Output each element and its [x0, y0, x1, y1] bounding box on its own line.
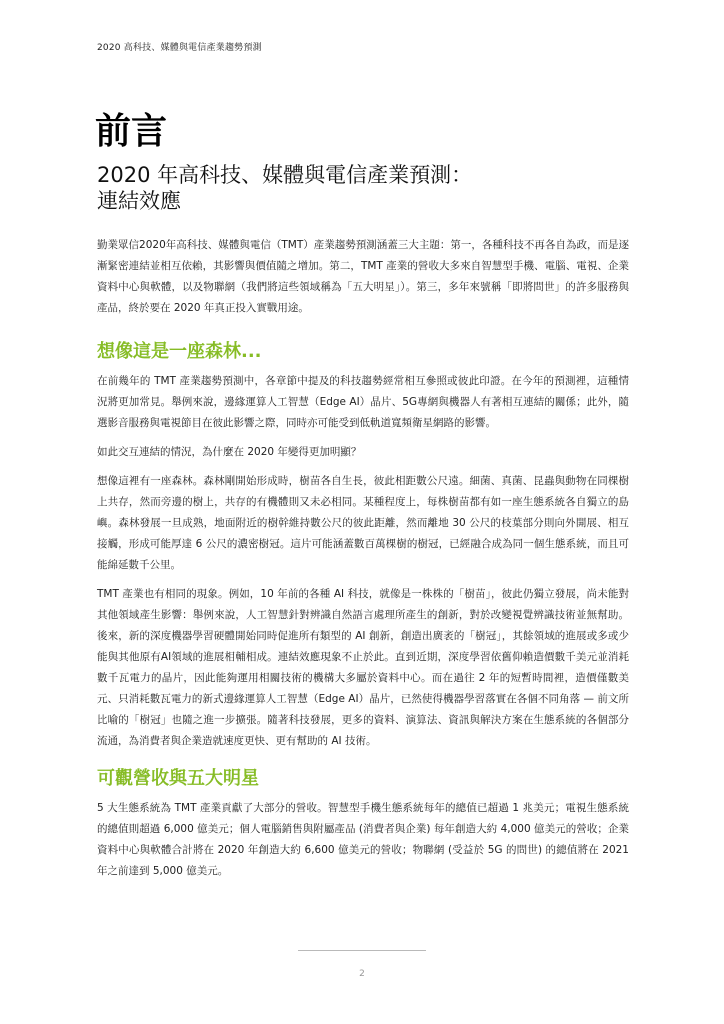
- section1-paragraph-2: 如此交互連結的情況，為什麼在 2020 年變得更加明顯？: [97, 446, 362, 458]
- page-title: 前言: [95, 111, 168, 152]
- subtitle-line-1: 2020 年高科技、媒體與電信產業預測：: [97, 163, 473, 187]
- section1-paragraph-3: 想像這裡有一座森林。森林剛開始形成時，樹苗各自生長，彼此相距數公尺遠。細菌、真菌、昆蟲與動物在同棵樹上共存，然而旁邊的樹上，共存的有機體則又未必相同。某種程度上，每株樹苗都有如一座生態系統各自獨立的島嶼。森林發展一旦成熟，地面附近的樹幹維持數公尺的彼此距離，然而離地 30 公尺的枝葉部分則向外開展、相互接觸，形成可能厚達 6 公尺的濃密樹冠。這片可能涵蓋數百萬棵樹的樹冠，已經融合成為同一個生態系統，而且可能綿延數千公里。: [97, 475, 629, 571]
- running-header: 2020 高科技、媒體與電信產業趨勢預測: [97, 43, 262, 53]
- section-heading-forest: 想像這是一座森林...: [97, 341, 262, 362]
- section1-paragraph-4: TMT 產業也有相同的現象。例如，10 年前的各種 AI 科技，就像是一株株的「樹苗」，彼此仍獨立發展，尚未能對其他領域產生影響：舉例來說，人工智慧針對辨識自然語言處理所產生的創新，對於改變視覺辨識技術並無幫助。後來，新的深度機器學習硬體開始同時促進所有類型的 AI 創新，創造出廣袤的「樹冠」，其餘領域的進展或多或少能與其他原有AI領域的進展相輔相成。連結效應現象不止於此。直到近期，深度學習依舊仰賴造價數千美元並消耗數千瓦電力的晶片，因此能夠運用相關技術的機構大多屬於資料中心。而在過往 2 年的短暫時間裡，造價僅數美元、只消耗數瓦電力的新式邊緣運算人工智慧（Edge AI）晶片，已然使得機器學習落實在各個不同角落 — 前文所比喻的「樹冠」也隨之進一步擴張。隨著科技發展，更多的資料、演算法、資訊與解決方案在生態系統的各個部分流通，為消費者與企業造就速度更快、更有幫助的 AI 技術。: [97, 588, 629, 747]
- subtitle-line-2: 連結效應: [97, 189, 181, 213]
- footer-rule: [298, 950, 426, 951]
- page-number: 2: [359, 969, 365, 979]
- page-content: [97, 235, 629, 890]
- page-subtitle: [97, 162, 472, 214]
- section-heading-revenue: 可觀營收與五大明星: [97, 768, 259, 789]
- section1-paragraph-1: 在前幾年的 TMT 產業趨勢預測中，各章節中提及的科技趨勢經常相互參照或彼此印證。在今年的預測裡，這種情況將更加常見。舉例來說，邊緣運算人工智慧（Edge AI）晶片、5G專網與機器人有著相互連結的關係；此外，隨選影音服務與電視節目在彼此影響之際，同時亦可能受到低軌道寬頻衛星網路的影響。: [97, 375, 629, 429]
- section2-paragraph-1: 5 大生態系統為 TMT 產業貢獻了大部分的營收。智慧型手機生態系統每年的總值已超過 1 兆美元；電視生態系統的總值則超過 6,000 億美元；個人電腦銷售與附屬產品 (消費者與企業) 每年創造大約 4,000 億美元的營收；企業資料中心與軟體合計將在 2020 年創造大約 6,600 億美元的營收；物聯網 (受益於 5G 的問世) 的總值將在 2021 年之前達到 5,000 億美元。: [97, 802, 629, 877]
- intro-paragraph: 勤業眾信2020年高科技、媒體與電信（TMT）產業趨勢預測涵蓋三大主題：第一，各種科技不再各自為政，而是逐漸緊密連結並相互依賴，其影響與價值隨之增加。第二，TMT 產業的營收大多來自智慧型手機、電腦、電視、企業資料中心與軟體，以及物聯網（我們將這些領域稱為「五大明星」）。第三，多年來號稱「即將問世」的許多服務與產品，終於要在 2020 年真正投入實戰用途。: [97, 239, 629, 314]
